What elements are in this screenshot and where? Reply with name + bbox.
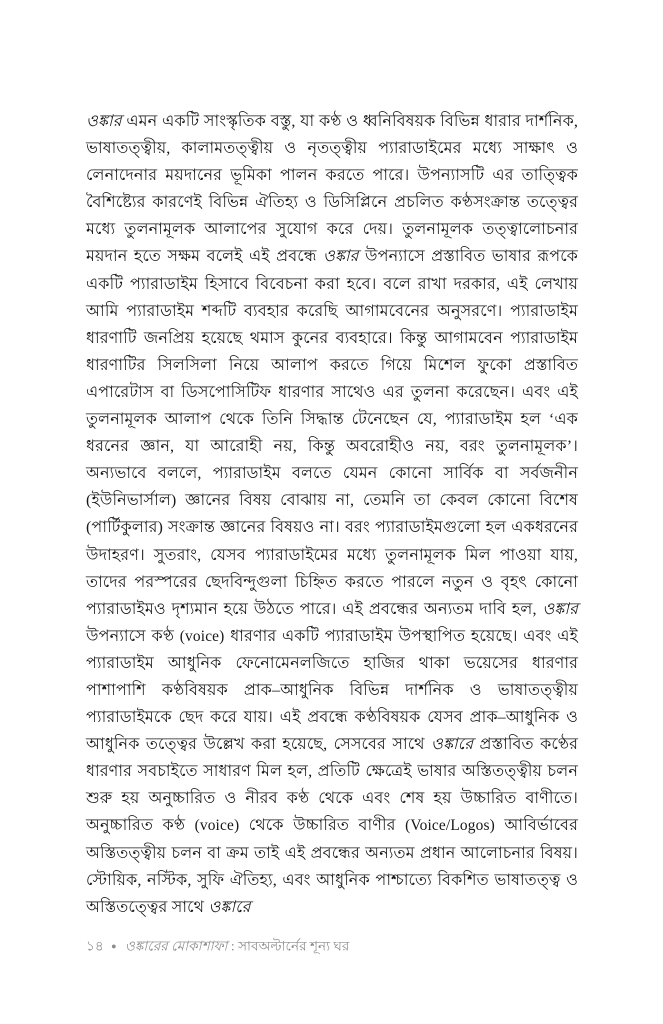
body-text-run: উপন্যাসে প্রস্তাবিত ভাষার রূপকে একটি প্যারাডাইম হিসাবে বিবেচনা করা হবে। বলে রাখা দরকার, এই লেখায় আমি প্যারাডাইম শব্দটি ব্যবহার করেছি আগামবেনের অনুসরণে। প্যারাডাইম ধারণাটি জনপ্রিয় হয়েছে থমাস কুনের ব্যবহারে। কিন্তু আগামবেন প্যারাডাইম ধারণাটির সিলসিলা নিয়ে আলাপ করতে গিয়ে মিশেল ফুকো প্রস্তাবিত এপারেটাস বা ডিসপোসিটিফ ধারণার সাথেও এর তুলনা করেছেন। এবং এই তুলনামূলক আলাপ থেকে তিনি সিদ্ধান্ত টেনেছেন যে, প্যারাডাইম হল ‘এক ধরনের জ্ঞান, যা আরোহী নয়, কিন্তু অবরোহীও নয়, বরং তুলনামূলক’। অন্যভাবে বললে, প্যারাডাইম বলতে যেমন কোনো সার্বিক বা সর্বজনীন (ইউনিভার্সাল) জ্ঞানের বিষয় বোঝায় না, তেমনি তা কেবল কোনো বিশেষ (পার্টিকুলার) সংক্রান্ত জ্ঞানের বিষয়ও না। বরং প্যারাডাইমগুলো হল একধরনের উদাহরণ। সুতরাং, যেসব প্যারাডাইমের মধ্যে তুলনামূলক মিল পাওয়া যায়, তাদের পরস্পরের ছেদবিন্দুগুলা চিহ্নিত করতে পারলে নতুন ও বৃহৎ কোনো প্যারাডাইমও দৃশ্যমান হয়ে উঠতে পারে। এই প্রবন্ধের অন্যতম দাবি হল, [86, 248, 578, 618]
footer-chapter-subtitle: : সাবঅল্টার্নের শূন্য ঘর [230, 938, 350, 954]
footer-page-number: ১৪ [86, 938, 104, 954]
body-text-column [86, 108, 578, 921]
book-title-mention: ওঙ্কার [542, 600, 578, 618]
body-text-run: থেকে উচ্চারিত বাণীর [239, 817, 406, 835]
book-title-mention: ওঙ্কার [86, 113, 122, 130]
latin-term: (voice) [179, 627, 225, 645]
body-text-run: উপন্যাসে কণ্ঠ [86, 627, 180, 645]
book-title-mention: ওঙ্কারে [208, 898, 251, 916]
footer-book-title: ওঙ্কারের মোকাশাফা [124, 938, 228, 954]
bullet-separator-icon: ● [111, 941, 117, 951]
body-text-run: এমন একটি সাংস্কৃতিক বস্তু, যা কণ্ঠ ও ধ্বনিবিষয়ক বিভিন্ন ধারার দার্শনিক, ভাষাতত্ত্বীয়, কালামতত্ত্বীয় ও নৃতত্ত্বীয় প্যারাডাইমের মধ্যে সাক্ষাৎ ও লেনাদেনার ময়দানের ভূমিকা পালন করতে পারে। উপন্যাসটি এর তাত্ত্বিক বৈশিষ্ট্যের কারণেই বিভিন্ন ঐতিহ্য ও ডিসিপ্লিনে প্রচলিত কণ্ঠসংক্রান্ত তত্ত্বের মধ্যে তুলনামূলক আলাপের সুযোগ করে দেয়। তুলনামূলক তত্ত্বালোচনার ময়দান হতে সক্ষম বলেই এই প্রবন্ধে [86, 113, 578, 266]
book-title-mention: ওঙ্কার [322, 248, 359, 266]
book-title-mention: ওঙ্কারে [431, 736, 474, 754]
body-text-run: প্রস্তাবিত কণ্ঠের ধারণার সবচাইতে সাধারণ মিল হল, প্রতিটি ক্ষেত্রেই ভাষার অস্তিতত্ত্বীয় চলন শুরু হয় অনুচ্চারিত ও নীরব কণ্ঠ থেকে এবং শেষ হয় উচ্চারিত বাণীতে। অনুচ্চারিত কণ্ঠ [86, 736, 578, 835]
latin-term: (voice) [194, 817, 240, 835]
body-paragraph [86, 108, 578, 921]
body-text-run: ধারণার একটি প্যারাডাইম উপস্থাপিত হয়েছে। এবং এই প্যারাডাইম আধুনিক ফেনোমেনলজিতে হাজির থাকা ভয়েসের ধারণার পাশাপাশি কণ্ঠবিষয়ক প্রাক–আধুনিক বিভিন্ন দার্শনিক ও ভাষাতত্ত্বীয় প্যারাডাইমকে ছেদ করে যায়। এই প্রবন্ধে কণ্ঠবিষয়ক যেসব প্রাক–আধুনিক ও আধুনিক তত্ত্বের উল্লেখ করা হয়েছে, সেসবের সাথে [86, 627, 578, 754]
latin-term: (Voice/Logos) [405, 817, 495, 835]
body-text-run: আবির্ভাবের অস্তিতত্ত্বীয় চলন বা ক্রম তাই এই প্রবন্ধের অন্যতম প্রধান আলোচনার বিষয়। স্টোয়িক, নস্টিক, সুফি ঐতিহ্য, এবং আধুনিক পাশ্চাত্যে বিকশিত ভাষাতত্ত্ব ও অস্তিতত্ত্বের সাথে [86, 817, 578, 916]
page-footer [86, 936, 586, 957]
